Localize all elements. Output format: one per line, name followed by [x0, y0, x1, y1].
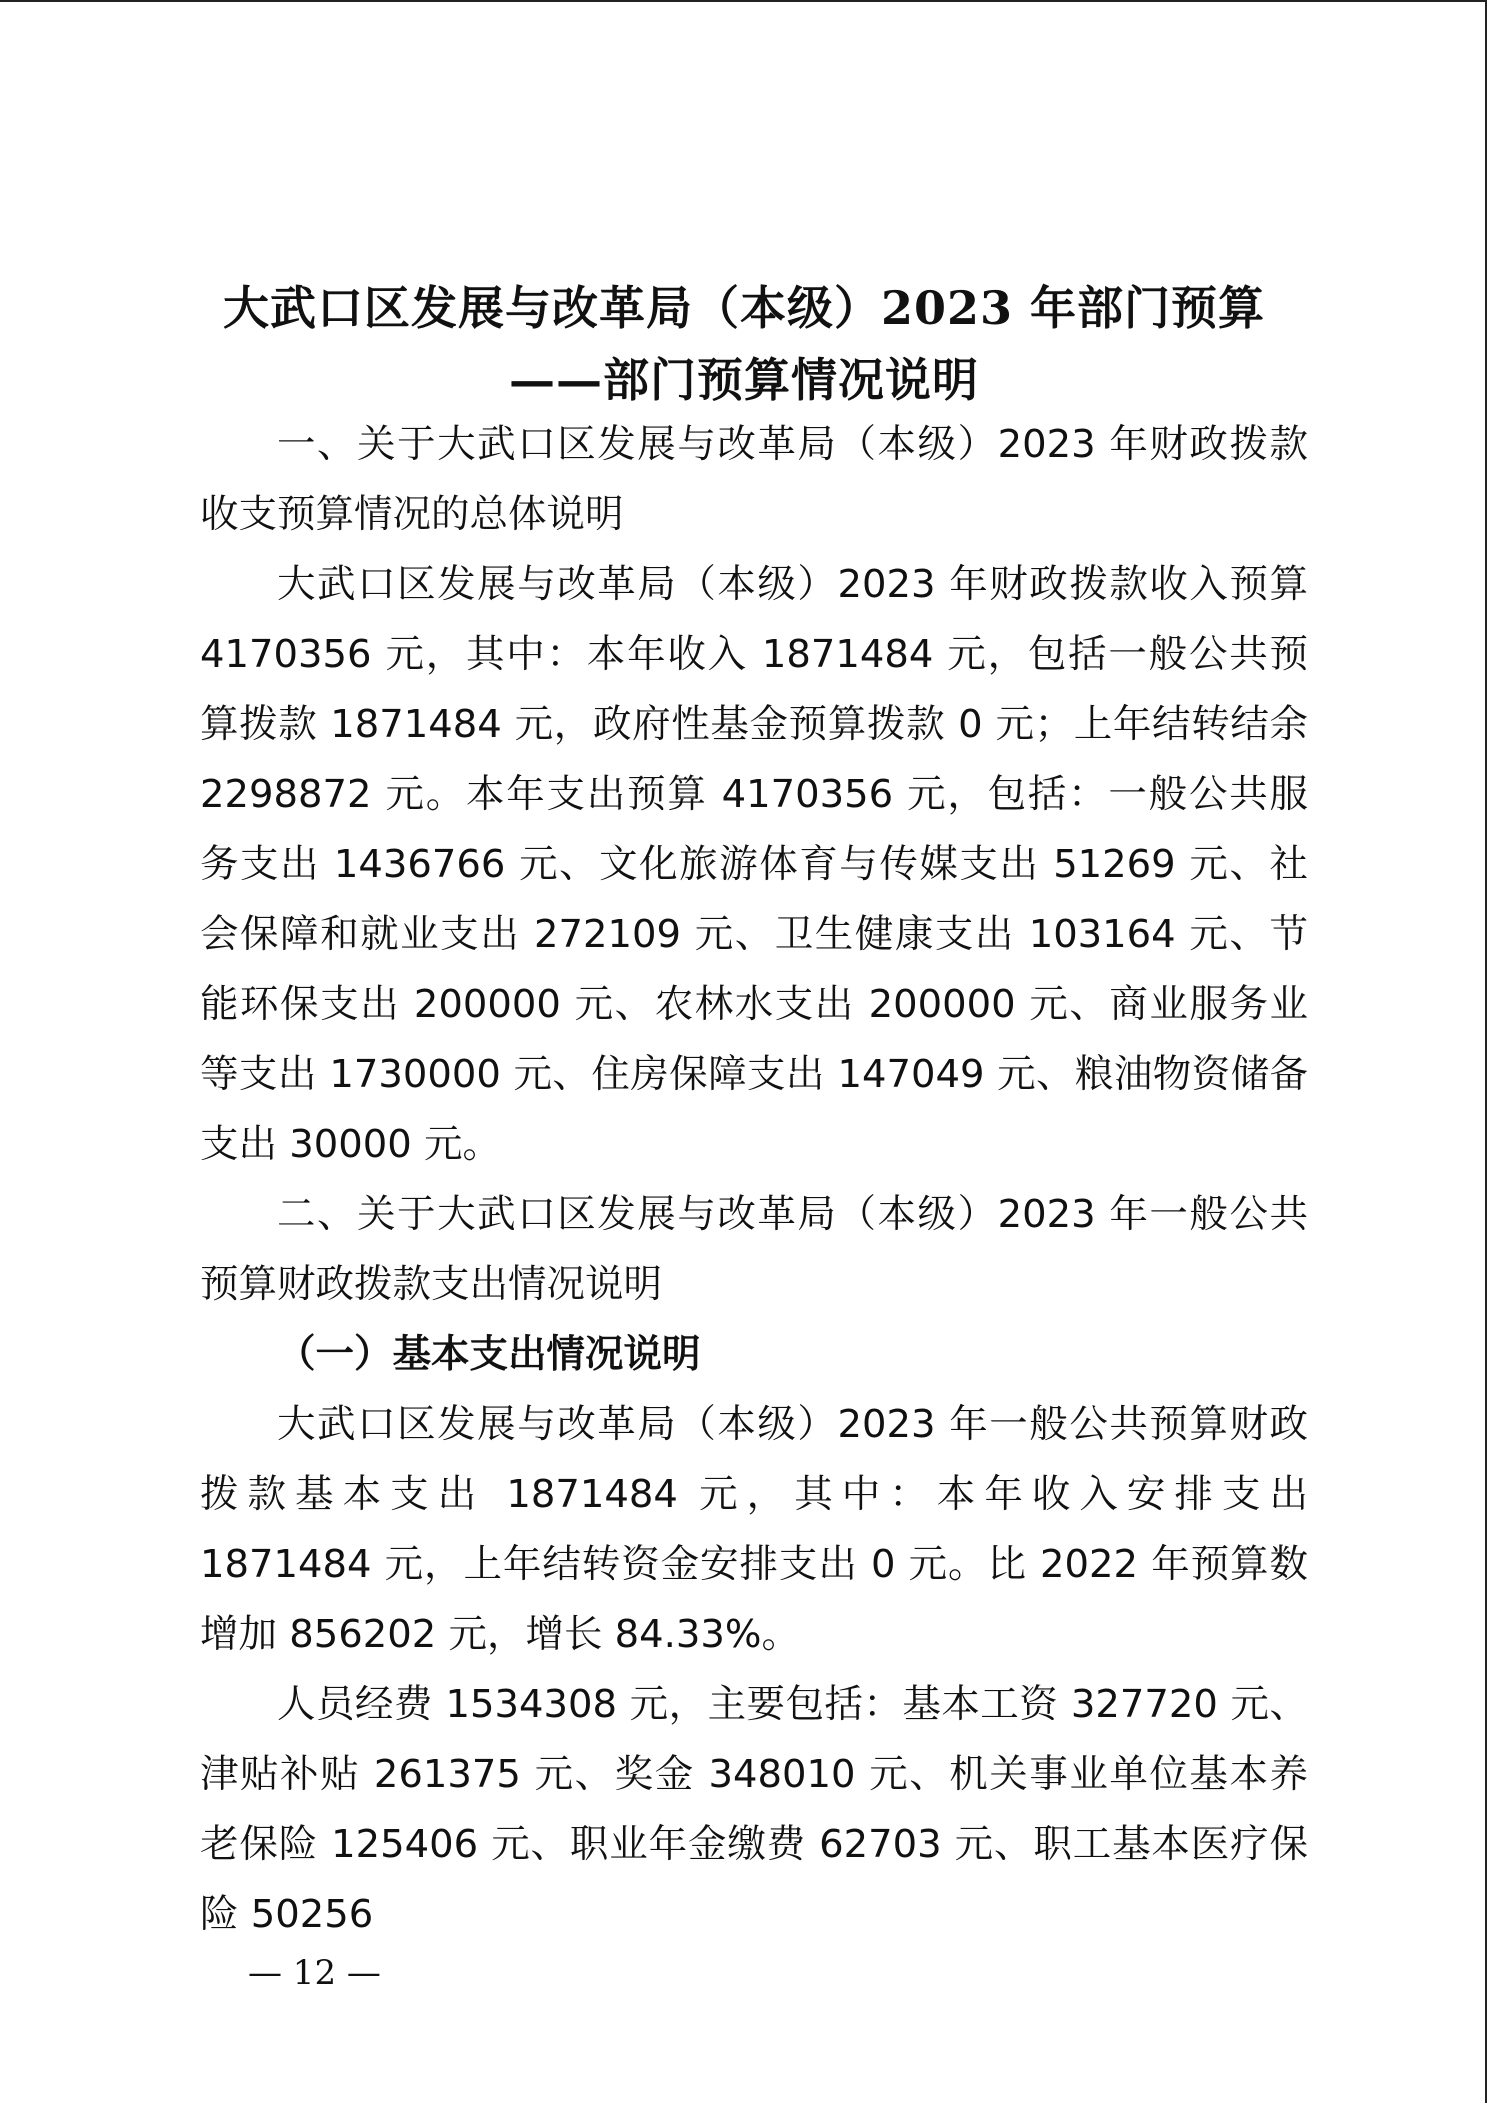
document-title: 大武口区发展与改革局（本级）2023 年部门预算: [222, 281, 1266, 335]
page-number: — 12 —: [248, 1953, 381, 1993]
section-heading-2: 二、关于大武口区发展与改革局（本级）2023 年一般公共预算财政拨款支出情况说明: [200, 1192, 1308, 1307]
document-body: [200, 410, 1308, 1950]
section-heading-1: 一、关于大武口区发展与改革局（本级）2023 年财政拨款收支预算情况的总体说明: [200, 422, 1308, 537]
document-subtitle: ——部门预算情况说明: [509, 353, 979, 407]
subsection-heading-basic-expenditure: （一）基本支出情况说明: [277, 1332, 701, 1377]
paragraph-budget-overview: 大武口区发展与改革局（本级）2023 年财政拨款收入预算 4170356 元，其中：本年收入 1871484 元，包括一般公共预算拨款 1871484 元，政府性基金预算拨款 0 元；上年结转结余 2298872 元。本年支出预算 4170356 元，包括：一般公共服务支出 1436766 元、文化旅游体育与传媒支出 51269 元、社会保障和就业支出 272109 元、卫生健康支出 103164 元、节能环保支出 200000 元、农林水支出 200000 元、商业服务业等支出 1730000 元、住房保障支出 147049 元、粮油物资储备支出 30000 元。: [200, 562, 1308, 1167]
paragraph-personnel-expenses: 人员经费 1534308 元，主要包括：基本工资 327720 元、津贴补贴 261375 元、奖金 348010 元、机关事业单位基本养老保险 125406 元、职业年金缴费 62703 元、职工基本医疗保险 50256: [200, 1682, 1308, 1937]
paragraph-basic-expenditure: 大武口区发展与改革局（本级）2023 年一般公共预算财政拨款基本支出 1871484 元，其中：本年收入安排支出 1871484 元，上年结转资金安排支出 0 元。比 2022 年预算数增加 856202 元，增长 84.33%。: [200, 1402, 1308, 1657]
